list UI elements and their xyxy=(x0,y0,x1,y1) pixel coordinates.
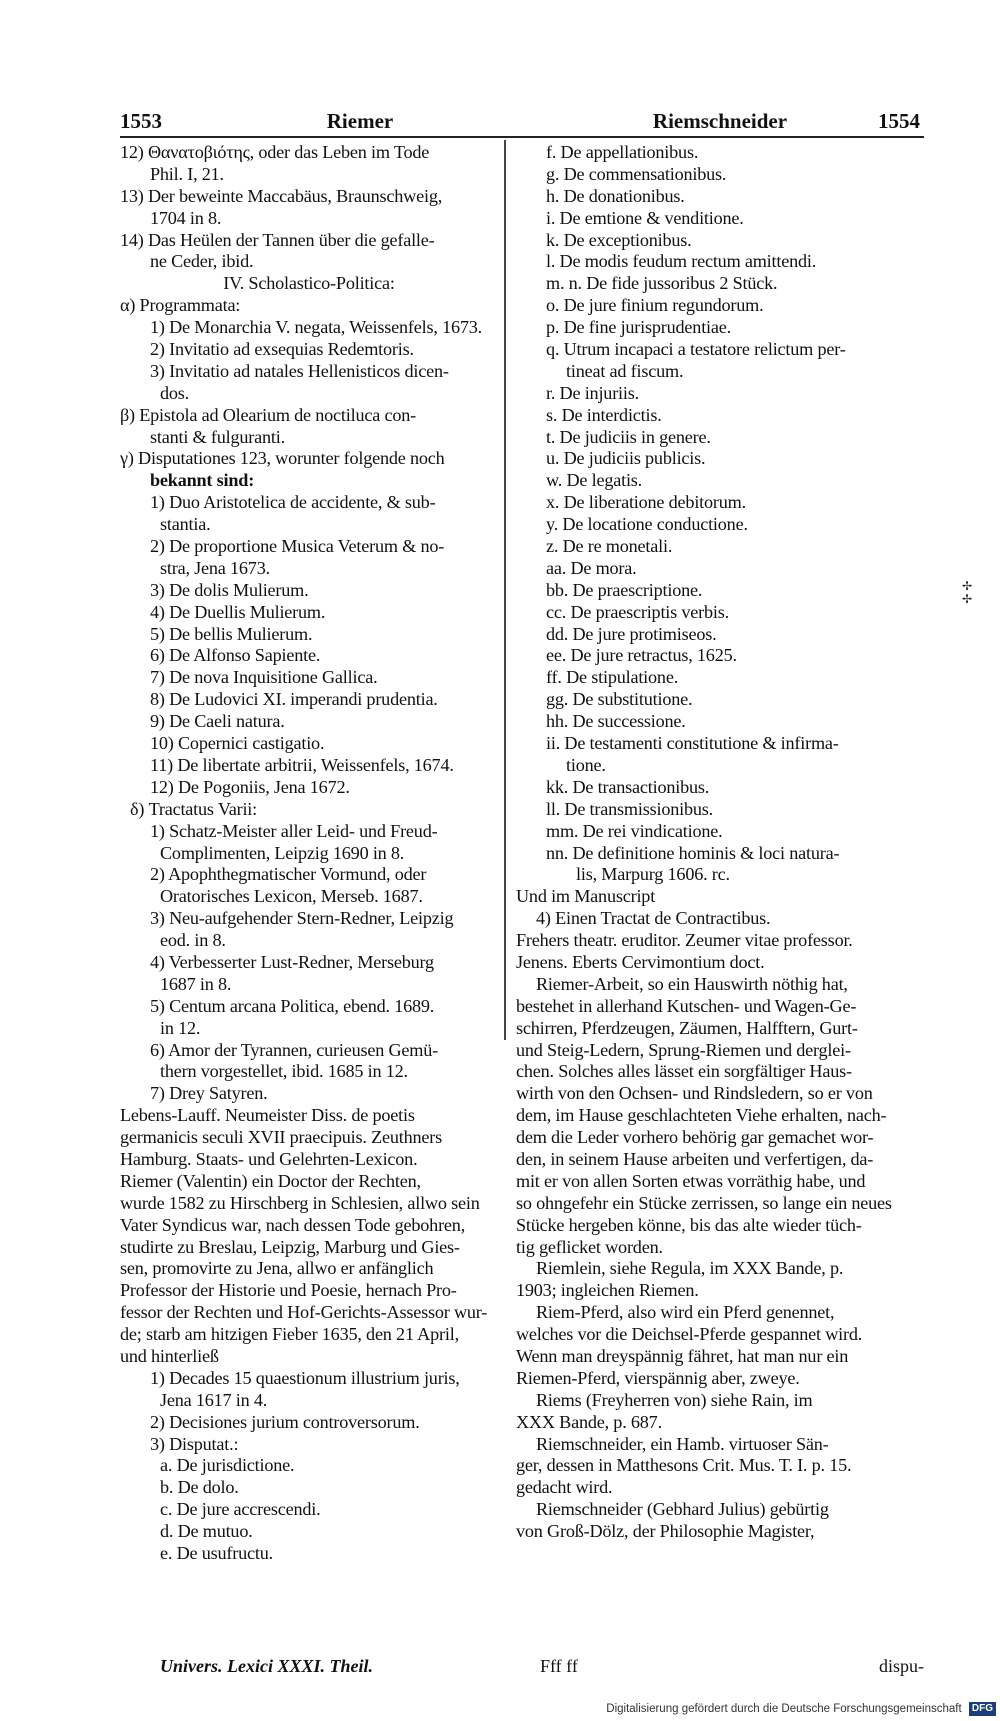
text-line: tig geflicket worden. xyxy=(516,1236,663,1257)
text-line: gedacht wird. xyxy=(516,1477,613,1498)
text-line: q. Utrum incapaci a testatore relictum per- xyxy=(546,339,846,360)
text-line: ll. De transmissionibus. xyxy=(546,798,713,819)
text-line: de; starb am hitzigen Fieber 1635, den 21 April, xyxy=(120,1324,459,1345)
text-line: dem, im Hause geschlachteten Viehe erhalten, nach- xyxy=(516,1105,887,1126)
running-head-left: Riemer xyxy=(326,109,394,133)
text-line: a. De jurisdictione. xyxy=(160,1455,295,1476)
text-line: bb. De praescriptione. xyxy=(546,579,703,600)
text-line: 6) De Alfonso Sapiente. xyxy=(150,645,321,666)
text-line: cc. De praescriptis verbis. xyxy=(546,601,729,622)
svg-text:✢: ✢ xyxy=(961,579,973,593)
text-line: 2) Decisiones jurium controversorum. xyxy=(150,1411,420,1432)
text-line: stra, Jena 1673. xyxy=(160,557,270,578)
text-line: 6) Amor der Tyrannen, curieusen Gemü- xyxy=(150,1039,438,1060)
text-line: Lebens-Lauff. Neumeister Diss. de poetis xyxy=(120,1105,415,1126)
text-line: Jena 1617 in 4. xyxy=(160,1389,268,1410)
entry-heading: Riem-Pferd, also wird ein Pferd genennet, xyxy=(536,1302,835,1323)
text-line: 1) Schatz-Meister aller Leid- und Freud- xyxy=(150,820,438,841)
svg-text:✢: ✢ xyxy=(961,592,973,606)
text-line: den, in seinem Hause arbeiten und verfertigen, da- xyxy=(516,1148,874,1169)
left-column xyxy=(120,142,498,1680)
text-line: h. De donationibus. xyxy=(546,185,685,206)
entry-heading: Riemschneider, ein Hamb. virtuoser Sän- xyxy=(536,1433,829,1454)
text-line: Oratorisches Lexicon, Merseb. 1687. xyxy=(160,886,423,907)
text-line: mm. De rei vindicatione. xyxy=(546,820,723,841)
text-line: 2) Apophthegmatischer Vormund, oder xyxy=(150,864,427,885)
text-line: chen. Solches alles lässet ein sorgfältiger Haus- xyxy=(516,1061,852,1082)
text-line: eod. in 8. xyxy=(160,930,226,951)
text-line: Hamburg. Staats- und Gelehrten-Lexicon. xyxy=(120,1148,418,1169)
text-line: Stücke hergeben könne, bis das alte wieder tüch- xyxy=(516,1214,862,1235)
text-line: 14) Das Heülen der Tannen über die gefalle- xyxy=(120,229,435,250)
text-line: 7) Drey Satyren. xyxy=(150,1083,268,1104)
text-line: thern vorgestellet, ibid. 1685 in 12. xyxy=(160,1061,408,1082)
text-line: ger, dessen in Matthesons Crit. Mus. T. I. p. 15. xyxy=(516,1455,852,1476)
text-line: δ) Tractatus Varii: xyxy=(130,798,258,819)
entry-heading: Riemer-Arbeit, so ein Hauswirth nöthig hat, xyxy=(536,973,848,994)
text-line: p. De fine jurisprudentiae. xyxy=(546,317,732,338)
text-line: bestehet in allerhand Kutschen- und Wagen-Ge- xyxy=(516,995,857,1016)
text-line: 9) De Caeli natura. xyxy=(150,711,285,732)
text-line: ff. De stipulatione. xyxy=(546,667,679,688)
text-line: aa. De mora. xyxy=(546,557,637,578)
text-line: y. De locatione conductione. xyxy=(546,514,748,535)
text-line: dem die Leder vorhero behörig gar gemachet wor- xyxy=(516,1127,874,1148)
text-line: 11) De libertate arbitrii, Weissenfels, 1674. xyxy=(150,754,454,775)
dfg-logo-icon: DFG xyxy=(969,1702,996,1716)
header-rule xyxy=(120,136,924,138)
text-line: 12) De Pogoniis, Jena 1672. xyxy=(150,776,350,797)
text-line: Professor der Historie und Poesie, hernach Pro- xyxy=(120,1280,457,1301)
catchword: dispu- xyxy=(879,1656,924,1676)
text-line: γ) Disputationes 123, worunter folgende noch xyxy=(120,448,445,469)
text-line: m. n. De fide jussoribus 2 Stück. xyxy=(546,273,778,294)
text-line: sen, promovirte zu Jena, allwo er anfänglich xyxy=(120,1258,434,1279)
footer-volume: Univers. Lexici XXXI. Theil. xyxy=(160,1656,373,1676)
text-line: 1903; ingleichen Riemen. xyxy=(516,1280,699,1301)
text-line: 1) Decades 15 quaestionum illustrium juris, xyxy=(150,1367,460,1388)
page-number-right: 1554 xyxy=(878,109,920,133)
text-line: wurde 1582 zu Hirschberg in Schlesien, allwo sein xyxy=(120,1192,480,1213)
digitization-credit xyxy=(560,1700,996,1718)
text-line: Frehers theatr. eruditor. Zeumer vitae professor. xyxy=(516,930,853,951)
text-line: mit er von allen Sorten etwas vorräthig habe, und xyxy=(516,1170,866,1191)
text-line: ii. De testamenti constitutione & infirma- xyxy=(546,733,839,754)
text-line: und hinterließ xyxy=(120,1345,219,1366)
text-line: schirren, Pferdzeugen, Zäumen, Halfftern, Gurt- xyxy=(516,1017,858,1038)
text-line: lis, Marpurg 1606. rc. xyxy=(576,864,730,885)
credit-text: Digitalisierung gefördert durch die Deutsche Forschungsgemeinschaft xyxy=(606,1703,962,1715)
text-line: c. De jure accrescendi. xyxy=(160,1499,321,1520)
text-line: 2) Invitatio ad exsequias Redemtoris. xyxy=(150,339,414,360)
text-line: Wenn man dreyspännig fähret, hat man nur ein xyxy=(516,1345,849,1366)
text-line: studirte zu Breslau, Leipzig, Marburg und Gies- xyxy=(120,1236,460,1257)
section-heading: IV. Scholastico-Politica: xyxy=(223,273,395,294)
text-line: 1) De Monarchia V. negata, Weissenfels, 1673. xyxy=(150,317,482,338)
text-line: e. De usufructu. xyxy=(160,1543,273,1563)
text-line: k. De exceptionibus. xyxy=(546,229,692,250)
text-line: XXX Bande, p. 687. xyxy=(516,1411,662,1432)
entry-heading: Riemlein, siehe Regula, im XXX Bande, p. xyxy=(536,1258,844,1279)
text-line: t. De judiciis in genere. xyxy=(546,426,711,447)
text-line: s. De interdictis. xyxy=(546,404,662,425)
text-line: u. De judiciis publicis. xyxy=(546,448,706,469)
text-line: so ohngefehr ein Stücke zerrissen, so lange ein neues xyxy=(516,1192,892,1213)
text-line: ee. De jure retractus, 1625. xyxy=(546,645,737,666)
text-line: germanicis seculi XVII praecipuis. Zeuthners xyxy=(120,1127,442,1148)
text-line: α) Programmata: xyxy=(120,295,241,316)
text-line: 13) Der beweinte Maccabäus, Braunschweig, xyxy=(120,185,443,206)
text-line: welches vor die Deichsel-Pferde gespannet wird. xyxy=(516,1324,863,1345)
text-line: stanti & fulguranti. xyxy=(150,426,285,447)
text-line: kk. De transactionibus. xyxy=(546,776,710,797)
text-line: 12) Θανατοβιότης, oder das Leben im Tode xyxy=(120,142,430,162)
text-line: fessor der Rechten und Hof-Gerichts-Assessor wur- xyxy=(120,1302,488,1323)
text-line: 7) De nova Inquisitione Gallica. xyxy=(150,667,378,688)
text-line: tineat ad fiscum. xyxy=(566,360,684,381)
text-line: Vater Syndicus war, nach dessen Tode gebohren, xyxy=(120,1214,466,1235)
text-line: x. De liberatione debitorum. xyxy=(546,492,746,513)
printer-flourish-icon xyxy=(958,577,976,607)
page-number-left: 1553 xyxy=(120,109,162,133)
text-line: Phil. I, 21. xyxy=(150,163,224,184)
text-line: dos. xyxy=(160,382,190,403)
entry-heading: Riemschneider (Gebhard Julius) gebürtig xyxy=(536,1499,829,1520)
text-line: 3) Neu-aufgehender Stern-Redner, Leipzig xyxy=(150,908,454,929)
text-line: bekannt sind: xyxy=(150,470,255,491)
text-line: 4) De Duellis Mulierum. xyxy=(150,601,326,622)
text-line: 3) Disputat.: xyxy=(150,1433,239,1454)
entry-heading: Riems (Freyherren von) siehe Rain, im xyxy=(536,1389,813,1410)
text-line: 5) De bellis Mulierum. xyxy=(150,623,313,644)
text-line: d. De mutuo. xyxy=(160,1521,253,1542)
text-line: Und im Manuscript xyxy=(516,886,656,907)
text-line: 5) Centum arcana Politica, ebend. 1689. xyxy=(150,995,435,1016)
text-line: 2) De proportione Musica Veterum & no- xyxy=(150,536,445,557)
text-line: β) Epistola ad Olearium de noctiluca con- xyxy=(120,404,416,425)
text-line: r. De injuriis. xyxy=(546,382,639,403)
text-line: l. De modis feudum rectum amittendi. xyxy=(546,251,817,272)
text-line: tione. xyxy=(566,754,606,775)
text-line: stantia. xyxy=(160,514,211,535)
entry-heading: Riemer (Valentin) ein Doctor der Rechten, xyxy=(120,1170,421,1191)
text-line: 4) Verbesserter Lust-Redner, Merseburg xyxy=(150,951,434,972)
text-line: Riemen-Pferd, vierspännig aber, zweye. xyxy=(516,1367,800,1388)
text-line: o. De jure finium regundorum. xyxy=(546,295,764,316)
text-line: 10) Copernici castigatio. xyxy=(150,733,325,754)
text-line: 1) Duo Aristotelica de accidente, & sub- xyxy=(150,492,436,513)
text-line: z. De re monetali. xyxy=(546,536,673,557)
text-line: von Groß-Dölz, der Philosophie Magister, xyxy=(516,1521,815,1542)
signature-mark: Fff ff xyxy=(540,1656,578,1676)
text-line: 4) Einen Tractat de Contractibus. xyxy=(536,908,771,929)
text-line: in 12. xyxy=(160,1017,201,1038)
text-line: f. De appellationibus. xyxy=(546,142,699,162)
text-line: 3) Invitatio ad natales Hellenisticos dicen- xyxy=(150,360,449,381)
text-line: Jenens. Eberts Cervimontium doct. xyxy=(516,951,765,972)
text-line: hh. De successione. xyxy=(546,711,686,732)
running-head-right: Riemschneider xyxy=(652,109,788,133)
text-line: und Steig-Ledern, Sprung-Riemen und derglei- xyxy=(516,1039,851,1060)
text-line: nn. De definitione hominis & loci natura- xyxy=(546,842,840,863)
text-line: ne Ceder, ibid. xyxy=(150,251,254,272)
text-line: 1704 in 8. xyxy=(150,207,222,228)
text-line: 3) De dolis Mulierum. xyxy=(150,579,309,600)
text-line: wirth von den Ochsen- und Rindsledern, so er von xyxy=(516,1083,873,1104)
text-line: 8) De Ludovici XI. imperandi prudentia. xyxy=(150,689,438,710)
text-line: w. De legatis. xyxy=(546,470,643,491)
text-line: gg. De substitutione. xyxy=(546,689,693,710)
text-line: g. De commensationibus. xyxy=(546,163,727,184)
text-line: dd. De jure protimiseos. xyxy=(546,623,717,644)
text-line: i. De emtione & venditione. xyxy=(546,207,744,228)
text-line: Complimenten, Leipzig 1690 in 8. xyxy=(160,842,405,863)
text-line: b. De dolo. xyxy=(160,1477,239,1498)
right-column xyxy=(506,142,924,1680)
text-line: 1687 in 8. xyxy=(160,973,232,994)
